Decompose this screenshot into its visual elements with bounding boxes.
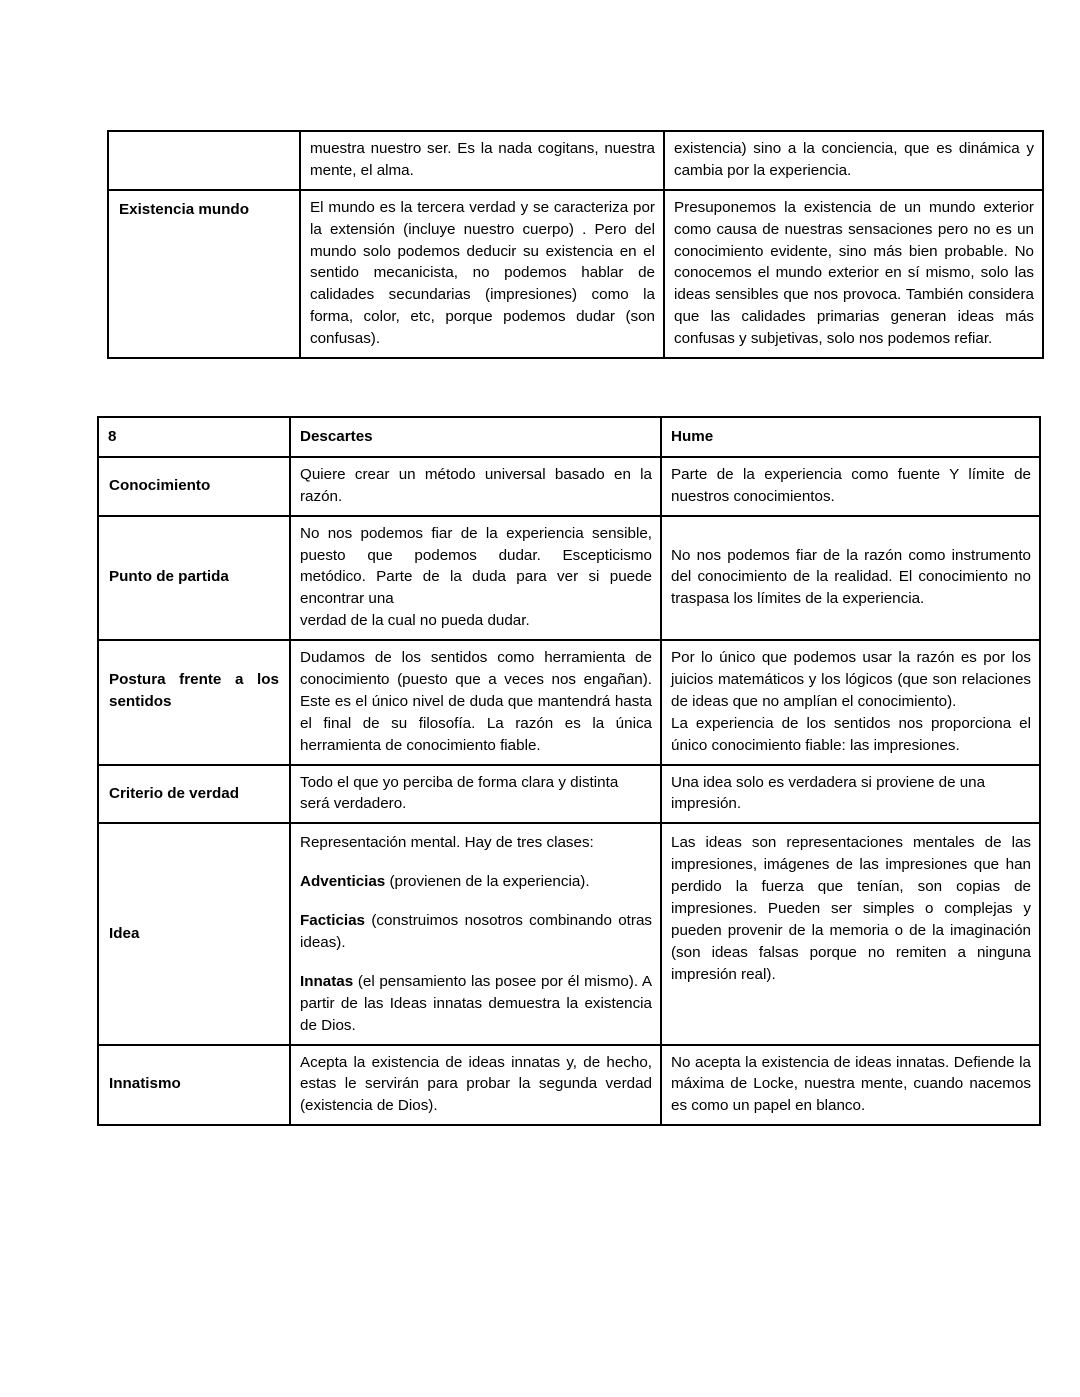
table-row [98,516,1040,640]
table-row [98,823,1040,1044]
term-adventicias: Adventicias [300,873,386,891]
cell-paragraph: Quiere crear un método universal basado en la razón. [300,465,652,505]
term-adventicias-text: (provienen de la experiencia). [385,873,590,891]
cell-paragraph: Dudamos de los sentidos como herramienta de conocimiento (puesto que a veces nos engañan). Este es el único nivel de duda que mantendrá hasta el final de su filosofía. La razón es la única herramienta de conocimiento fiable. [300,649,652,754]
row-label-criterio-de-verdad: Criterio de verdad [98,765,290,824]
table-header-row [98,417,1040,457]
cell-paragraph-intro: Representación mental. Hay de tres clases: [300,834,594,852]
term-innatas: Innatas [300,972,354,990]
cell-paragraph: Parte de la experiencia como fuente Y límite de nuestros conocimientos. [671,465,1031,505]
cell-hume [661,765,1040,824]
cell-hume [661,640,1040,764]
row-label-idea: Idea [98,823,290,1044]
cell-descartes [290,1045,661,1126]
header-cell-descartes [290,417,661,457]
row-label-innatismo: Innatismo [98,1045,290,1126]
cell-paragraph: La experiencia de los sentidos nos proporciona el único conocimiento fiable: las impresiones. [671,714,1031,754]
comparison-table-8 [97,416,1041,1126]
cell-descartes [290,640,661,764]
cell-paragraph: impresión. [671,795,742,813]
cell-descartes [300,131,664,190]
cell-paragraph-term [300,910,652,954]
cell-paragraph: existencia) sino a la conciencia, que es dinámica y cambia por la experiencia. [674,140,1034,179]
cell-descartes [300,190,664,358]
cell-paragraph: Por lo único que podemos usar la razón es por los juicios matemáticos y los lógicos (que son relaciones de ideas que no amplían el conocimiento). [671,649,1031,710]
cell-hume [664,131,1043,190]
cell-paragraph: Una idea solo es verdadera si proviene de una [671,773,986,791]
term-innatas-text: (el pensamiento las posee por él mismo). A partir de las Ideas innatas demuestra la existencia de Dios. [300,972,652,1034]
cell-paragraph-term [300,971,652,1037]
row-label-existencia-mundo: Existencia mundo [108,190,300,358]
cell-paragraph: verdad de la cual no pueda dudar. [300,612,530,630]
row-label-postura-frente-a-los-sentidos: Postura frente a los sentidos [98,640,290,764]
term-facticias: Facticias [300,912,366,930]
cell-hume [661,1045,1040,1126]
cell-descartes [290,823,661,1044]
cell-descartes [290,516,661,640]
cell-paragraph: Presuponemos la existencia de un mundo exterior como causa de nuestras sensaciones pero no es un conocimiento evidente, sino más bien probable. No conocemos el mundo exterior en sí mismo, solo las ideas sensibles que nos provoca. También considera que las calidades primarias generan ideas más confusas y subjetivas, solo nos podemos refiar. [674,198,1034,348]
table-row [98,457,1040,516]
cell-paragraph-term [300,871,652,893]
cell-paragraph: será verdadero. [300,795,407,813]
cell-hume [664,190,1043,358]
header-cell-number [98,417,290,457]
header-number-text: 8 [108,428,117,445]
row-label-empty [108,131,300,190]
table-row [108,190,1043,358]
comparison-table-continuation [107,130,1044,359]
table-row [98,765,1040,824]
header-cell-hume [661,417,1040,457]
cell-hume [661,457,1040,516]
cell-paragraph: No nos podemos fiar de la razón como instrumento del conocimiento de la realidad. El conocimiento no traspasa los límites de la experiencia. [671,546,1031,608]
header-hume-text: Hume [671,428,714,445]
cell-paragraph: Las ideas son representaciones mentales de las impresiones, imágenes de las impresiones que han perdido la fuerza que tenían, son copias de impresiones. Pueden ser simples o complejas y pueden provenir de la memoria o de la imaginación (son ideas falsas porque no remiten a ninguna impresión real). [671,834,1031,983]
cell-hume [661,823,1040,1044]
cell-paragraph: Acepta la existencia de ideas innatas y, de hecho, estas le servirán para probar la segunda verdad (existencia de Dios). [300,1053,652,1115]
cell-paragraph: El mundo es la tercera verdad y se caracteriza por la extensión (incluye nuestro cuerpo) . Pero del mundo solo podemos deducir su existencia en el sentido mecanicista, no podemos hablar de calidades secundarias (impresiones) como la forma, color, etc, porque podemos dudar (son confusas). [310,198,655,348]
cell-descartes [290,765,661,824]
cell-paragraph: No nos podemos fiar de la experiencia sensible, puesto que podemos dudar. Escepticismo metódico. Parte de la duda para ver si puede encontrar una [300,524,652,608]
cell-paragraph: No acepta la existencia de ideas innatas. Defiende la máxima de Locke, nuestra mente, cuando nacemos es como un papel en blanco. [671,1053,1031,1115]
header-descartes-text: Descartes [300,428,373,445]
cell-descartes [290,457,661,516]
cell-paragraph: Todo el que yo perciba de forma clara y distinta [300,773,619,791]
cell-hume [661,516,1040,640]
row-label-conocimiento: Conocimiento [98,457,290,516]
row-label-punto-de-partida: Punto de partida [98,516,290,640]
term-facticias-text: (construimos nosotros combinando otras ideas). [300,912,652,952]
table-row [108,131,1043,190]
table-row [98,640,1040,764]
cell-paragraph: muestra nuestro ser. Es la nada cogitans, nuestra mente, el alma. [310,140,655,179]
table-row [98,1045,1040,1126]
